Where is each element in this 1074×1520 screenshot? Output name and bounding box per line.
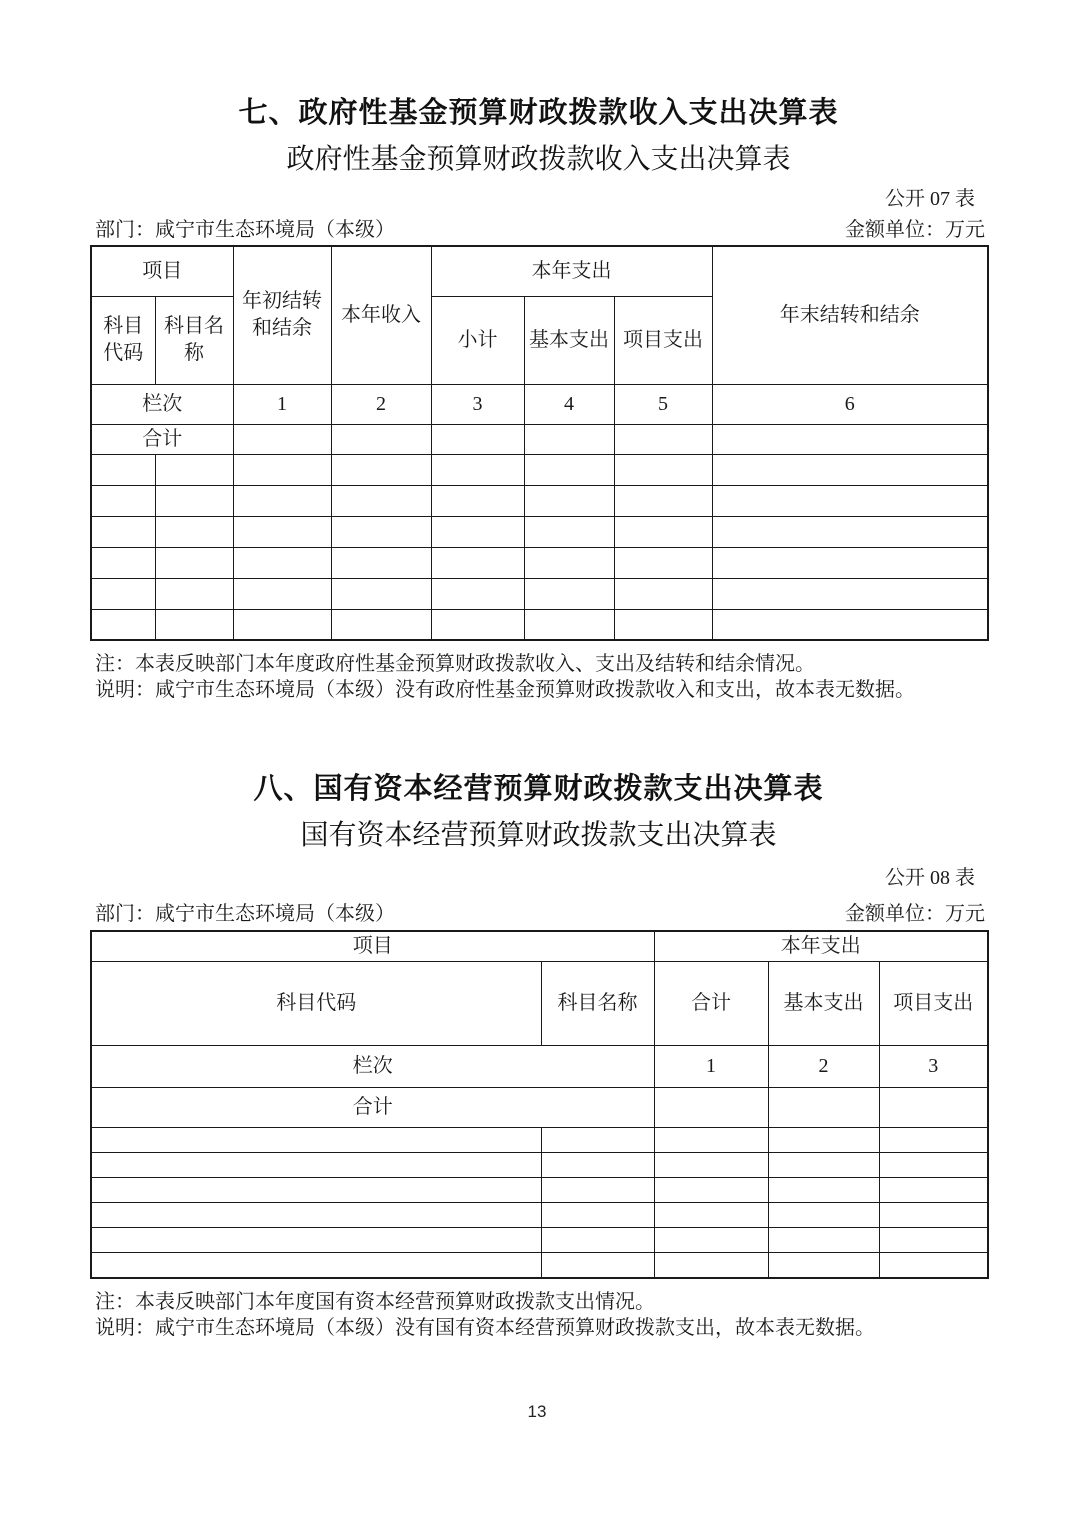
empty-cell — [155, 454, 233, 485]
header-beginning-balance: 年初结转和结余 — [233, 246, 331, 384]
empty-data-row — [91, 547, 988, 578]
column-index: 5 — [614, 384, 712, 424]
empty-data-row — [91, 454, 988, 485]
empty-cell — [614, 454, 712, 485]
page-number: 13 — [527, 1402, 547, 1421]
empty-cell — [233, 609, 331, 640]
section8-note: 注：本表反映部门本年度国有资本经营预算财政拨款支出情况。 — [95, 1290, 655, 1313]
empty-cell — [614, 609, 712, 640]
empty-cell — [431, 547, 524, 578]
header-subject-name: 科目名称 — [155, 296, 233, 384]
empty-cell — [541, 1253, 654, 1278]
column-index: 2 — [768, 1046, 879, 1088]
section7-notes — [90, 651, 987, 703]
empty-cell — [712, 454, 988, 485]
empty-cell — [91, 485, 155, 516]
empty-cell — [233, 454, 331, 485]
total-value-cell — [768, 1088, 879, 1128]
empty-cell — [91, 1153, 541, 1178]
total-row — [91, 424, 988, 454]
empty-cell — [768, 1228, 879, 1253]
section8-department-label: 部门：咸宁市生态环境局（本级） — [95, 903, 395, 925]
column-index: 2 — [331, 384, 431, 424]
total-label: 合计 — [91, 424, 233, 454]
empty-data-row — [91, 1178, 988, 1203]
section8-unit-label: 金额单位：万元 — [845, 903, 985, 925]
empty-cell — [524, 609, 614, 640]
empty-cell — [654, 1203, 768, 1228]
section7-unit-label: 金额单位：万元 — [845, 219, 985, 241]
empty-cell — [91, 1203, 541, 1228]
empty-cell — [91, 454, 155, 485]
total-value-cell — [331, 424, 431, 454]
empty-cell — [768, 1153, 879, 1178]
total-value-cell — [654, 1088, 768, 1128]
empty-cell — [233, 516, 331, 547]
total-label: 合计 — [91, 1088, 654, 1128]
section8-meta-line — [90, 902, 987, 926]
empty-cell — [768, 1253, 879, 1278]
header-current-expenditure: 本年支出 — [431, 246, 712, 296]
total-row — [91, 1088, 988, 1128]
header-ending-balance: 年末结转和结余 — [712, 246, 988, 384]
total-value-cell — [712, 424, 988, 454]
section7-table — [90, 245, 989, 641]
column-index: 3 — [431, 384, 524, 424]
column-index: 3 — [879, 1046, 988, 1088]
section8-table-title: 国有资本经营预算财政拨款支出决算表 — [300, 820, 777, 851]
empty-cell — [233, 578, 331, 609]
empty-cell — [654, 1253, 768, 1278]
empty-cell — [614, 485, 712, 516]
total-value-cell — [614, 424, 712, 454]
empty-cell — [91, 578, 155, 609]
empty-cell — [431, 485, 524, 516]
empty-cell — [879, 1153, 988, 1178]
section7-table-code: 公开 07 表 — [885, 188, 975, 210]
column-index: 4 — [524, 384, 614, 424]
empty-cell — [712, 578, 988, 609]
empty-cell — [879, 1178, 988, 1203]
empty-cell — [614, 516, 712, 547]
section8-notes — [90, 1289, 987, 1341]
section7-note: 注：本表反映部门本年度政府性基金预算财政拨款收入、支出及结转和结余情况。 — [95, 653, 815, 675]
empty-cell — [541, 1203, 654, 1228]
empty-cell — [712, 609, 988, 640]
header-subject-code: 科目代码 — [91, 962, 541, 1046]
empty-data-row — [91, 485, 988, 516]
empty-cell — [768, 1203, 879, 1228]
empty-cell — [431, 609, 524, 640]
empty-data-row — [91, 1203, 988, 1228]
header-subject-name: 科目名称 — [541, 962, 654, 1046]
empty-cell — [155, 609, 233, 640]
empty-cell — [331, 454, 431, 485]
empty-cell — [712, 547, 988, 578]
empty-cell — [524, 485, 614, 516]
header-total: 合计 — [654, 962, 768, 1046]
header-project-expenditure: 项目支出 — [879, 962, 988, 1046]
column-index-row — [91, 1046, 988, 1088]
empty-data-row — [91, 1228, 988, 1253]
empty-data-row — [91, 1128, 988, 1153]
section7-department-label: 部门：咸宁市生态环境局（本级） — [95, 219, 395, 241]
section8-explanation: 说明：咸宁市生态环境局（本级）没有国有资本经营预算财政拨款支出，故本表无数据。 — [95, 1316, 875, 1339]
empty-cell — [233, 485, 331, 516]
column-index: 6 — [712, 384, 988, 424]
empty-cell — [155, 485, 233, 516]
empty-cell — [91, 1178, 541, 1203]
empty-cell — [614, 547, 712, 578]
table-row — [91, 931, 988, 962]
empty-cell — [331, 609, 431, 640]
empty-cell — [541, 1228, 654, 1253]
total-value-cell — [233, 424, 331, 454]
empty-cell — [654, 1153, 768, 1178]
empty-cell — [879, 1128, 988, 1153]
empty-cell — [91, 1128, 541, 1153]
total-value-cell — [524, 424, 614, 454]
empty-cell — [233, 547, 331, 578]
empty-cell — [712, 485, 988, 516]
empty-cell — [91, 516, 155, 547]
section7-table-title: 政府性基金预算财政拨款收入支出决算表 — [286, 144, 791, 175]
empty-cell — [541, 1178, 654, 1203]
empty-cell — [614, 578, 712, 609]
empty-cell — [654, 1228, 768, 1253]
column-index: 1 — [654, 1046, 768, 1088]
total-value-cell — [879, 1088, 988, 1128]
header-project-expenditure: 项目支出 — [614, 296, 712, 384]
table-row — [91, 246, 988, 296]
empty-cell — [91, 1228, 541, 1253]
header-subtotal: 小计 — [431, 296, 524, 384]
empty-cell — [654, 1178, 768, 1203]
empty-cell — [879, 1203, 988, 1228]
empty-cell — [331, 485, 431, 516]
empty-cell — [541, 1153, 654, 1178]
empty-cell — [654, 1128, 768, 1153]
empty-cell — [524, 578, 614, 609]
empty-data-row — [91, 516, 988, 547]
empty-cell — [712, 516, 988, 547]
empty-cell — [155, 516, 233, 547]
header-current-expenditure: 本年支出 — [654, 931, 988, 962]
empty-cell — [431, 578, 524, 609]
empty-cell — [524, 547, 614, 578]
empty-data-row — [91, 609, 988, 640]
empty-cell — [768, 1178, 879, 1203]
column-index-label: 栏次 — [91, 384, 233, 424]
header-project: 项目 — [91, 931, 654, 962]
section8-block — [90, 773, 987, 1341]
section8-table — [90, 930, 989, 1279]
section8-table-code: 公开 08 表 — [885, 867, 975, 889]
empty-cell — [879, 1253, 988, 1278]
empty-cell — [431, 516, 524, 547]
empty-cell — [155, 547, 233, 578]
empty-cell — [524, 516, 614, 547]
empty-cell — [879, 1228, 988, 1253]
section7-heading: 七、政府性基金预算财政拨款收入支出决算表 — [238, 97, 839, 129]
empty-cell — [541, 1128, 654, 1153]
table-row — [91, 962, 988, 1046]
header-project: 项目 — [91, 246, 233, 296]
empty-cell — [331, 547, 431, 578]
section7-meta-line — [90, 218, 987, 242]
total-value-cell — [431, 424, 524, 454]
empty-cell — [331, 516, 431, 547]
header-current-income: 本年收入 — [331, 246, 431, 384]
column-index-label: 栏次 — [91, 1046, 654, 1088]
header-basic-expenditure: 基本支出 — [524, 296, 614, 384]
empty-cell — [431, 454, 524, 485]
empty-cell — [91, 609, 155, 640]
empty-data-row — [91, 1253, 988, 1278]
empty-cell — [91, 1253, 541, 1278]
header-basic-expenditure: 基本支出 — [768, 962, 879, 1046]
empty-data-row — [91, 1153, 988, 1178]
header-subject-code: 科目代码 — [91, 296, 155, 384]
empty-cell — [331, 578, 431, 609]
column-index: 1 — [233, 384, 331, 424]
empty-cell — [524, 454, 614, 485]
empty-cell — [91, 547, 155, 578]
empty-cell — [768, 1128, 879, 1153]
section8-heading: 八、国有资本经营预算财政拨款支出决算表 — [253, 773, 824, 805]
column-index-row — [91, 384, 988, 424]
section7-explanation: 说明：咸宁市生态环境局（本级）没有政府性基金预算财政拨款收入和支出，故本表无数据。 — [95, 679, 915, 701]
empty-cell — [155, 578, 233, 609]
empty-data-row — [91, 578, 988, 609]
